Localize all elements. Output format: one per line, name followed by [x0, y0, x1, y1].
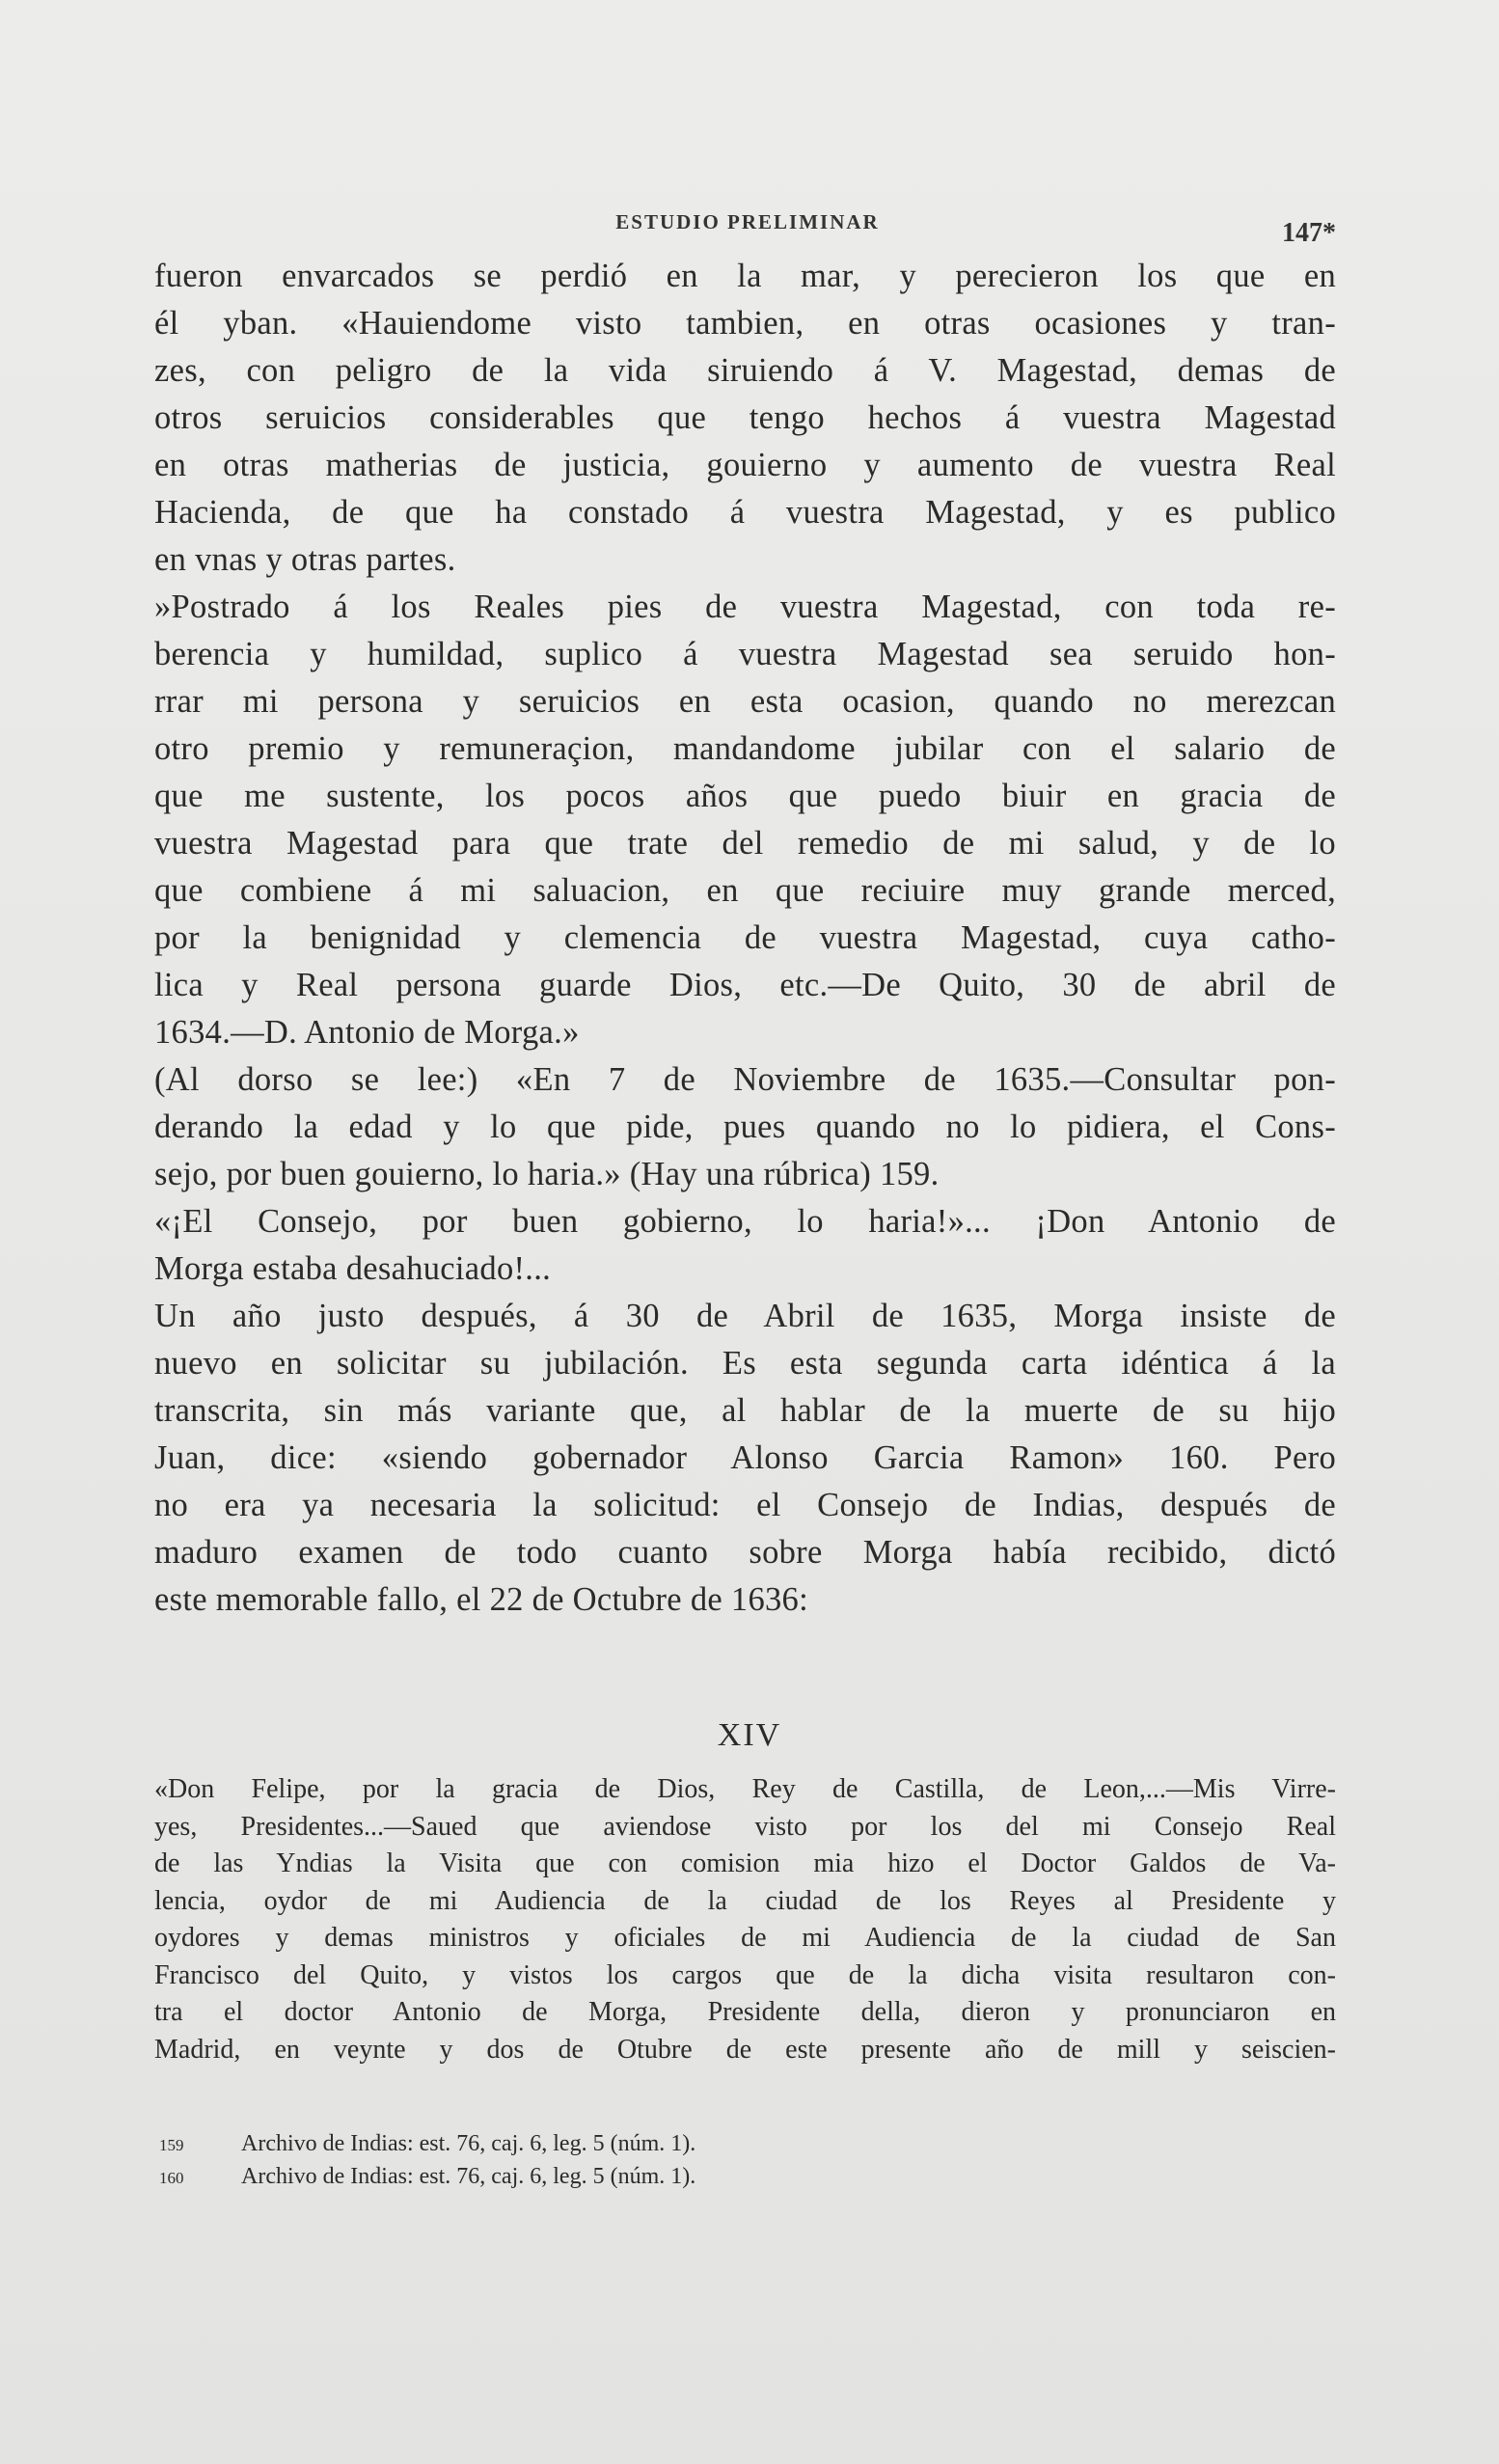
- quote-line: de las Yndias la Visita que con comision mia hizo el Doctor Galdos de Va-: [154, 1848, 1336, 1878]
- body-line: nuevo en solicitar su jubilación. Es esta segunda carta idéntica á la: [154, 1345, 1336, 1382]
- body-line: »Postrado á los Reales pies de vuestra Magestad, con toda re-: [154, 589, 1336, 625]
- body-line: en vnas y otras partes.: [154, 541, 456, 578]
- page-header: [159, 205, 1336, 251]
- body-line: berencia y humildad, suplico á vuestra Magestad sea seruido hon-: [154, 636, 1336, 672]
- quote-line: yes, Presidentes...—Saued que aviendose visto por los del mi Consejo Real: [154, 1811, 1336, 1842]
- body-line: vuestra Magestad para que trate del remedio de mi salud, y de lo: [154, 825, 1336, 862]
- body-line: en otras matherias de justicia, gouierno y aumento de vuestra Real: [154, 447, 1336, 483]
- quote-line: oydores y demas ministros y oficiales de mi Audiencia de la ciudad de San: [154, 1923, 1336, 1953]
- body-line: por la benignidad y clemencia de vuestra Magestad, cuya catho-: [154, 919, 1336, 956]
- body-line: maduro examen de todo cuanto sobre Morga había recibido, dictó: [154, 1534, 1336, 1571]
- footnotes: [159, 2127, 1027, 2193]
- body-line: él yban. «Hauiendome visto tambien, en otras ocasiones y tran-: [154, 305, 1336, 342]
- body-line: transcrita, sin más variante que, al hablar de la muerte de su hijo: [154, 1392, 1336, 1429]
- quote-line: «Don Felipe, por la gracia de Dios, Rey de Castilla, de Leon,...—Mis Virre-: [154, 1774, 1336, 1804]
- quote-line: Madrid, en veynte y dos de Otubre de este presente año de mill y seiscien-: [154, 2034, 1336, 2065]
- body-line: este memorable fallo, el 22 de Octubre de 1636:: [154, 1581, 808, 1618]
- footnote: [159, 2160, 1027, 2193]
- quoted-document: [154, 1771, 1336, 2068]
- body-line: derando la edad y lo que pide, pues quando no lo pidiera, el Cons-: [154, 1109, 1336, 1145]
- body-line: no era ya necesaria la solicitud: el Consejo de Indias, después de: [154, 1487, 1336, 1523]
- running-title: ESTUDIO PRELIMINAR: [615, 210, 880, 233]
- body-line: otros seruicios considerables que tengo hechos á vuestra Magestad: [154, 399, 1336, 436]
- body-line: Un año justo después, á 30 de Abril de 1635, Morga insiste de: [154, 1298, 1336, 1334]
- quote-line: Francisco del Quito, y vistos los cargos que de la dicha visita resultaron con-: [154, 1959, 1336, 1990]
- body-text: [154, 253, 1336, 1624]
- footnote-number: 159: [159, 2136, 184, 2154]
- body-line: «¡El Consejo, por buen gobierno, lo haria!»... ¡Don Antonio de: [154, 1203, 1336, 1240]
- page-number: 147*: [1282, 218, 1336, 248]
- quote-line: tra el doctor Antonio de Morga, Presidente della, dieron y pronunciaron en: [154, 1997, 1336, 2027]
- quote-line: lencia, oydor de mi Audiencia de la ciudad de los Reyes al Presidente y: [154, 1885, 1336, 1916]
- body-line: Juan, dice: «siendo gobernador Alonso Garcia Ramon» 160. Pero: [154, 1439, 1336, 1476]
- footnote-text: Archivo de Indias: est. 76, caj. 6, leg. 5 (núm. 1).: [241, 2131, 696, 2156]
- footnote-text: Archivo de Indias: est. 76, caj. 6, leg. 5 (núm. 1).: [241, 2164, 696, 2189]
- body-line: fueron envarcados se perdió en la mar, y perecieron los que en: [154, 258, 1336, 294]
- footnote: [159, 2127, 1027, 2160]
- section-heading: XIV: [717, 1717, 782, 1753]
- body-line: Hacienda, de que ha constado á vuestra Magestad, y es publico: [154, 494, 1336, 531]
- body-line: otro premio y remuneraçion, mandandome jubilar con el salario de: [154, 730, 1336, 767]
- body-line: Morga estaba desahuciado!...: [154, 1250, 552, 1287]
- body-line: 1634.—D. Antonio de Morga.»: [154, 1014, 580, 1051]
- body-line: rrar mi persona y seruicios en esta ocasion, quando no merezcan: [154, 683, 1336, 720]
- body-line: que me sustente, los pocos años que puedo biuir en gracia de: [154, 778, 1336, 814]
- body-line: que combiene á mi saluacion, en que reciuire muy grande merced,: [154, 872, 1336, 909]
- body-line: lica y Real persona guarde Dios, etc.—De Quito, 30 de abril de: [154, 967, 1336, 1003]
- body-line: (Al dorso se lee:) «En 7 de Noviembre de 1635.—Consultar pon-: [154, 1061, 1336, 1098]
- body-line: zes, con peligro de la vida siruiendo á V. Magestad, demas de: [154, 352, 1336, 389]
- body-line: sejo, por buen gouierno, lo haria.» (Hay una rúbrica) 159.: [154, 1156, 940, 1192]
- footnote-number: 160: [159, 2169, 184, 2187]
